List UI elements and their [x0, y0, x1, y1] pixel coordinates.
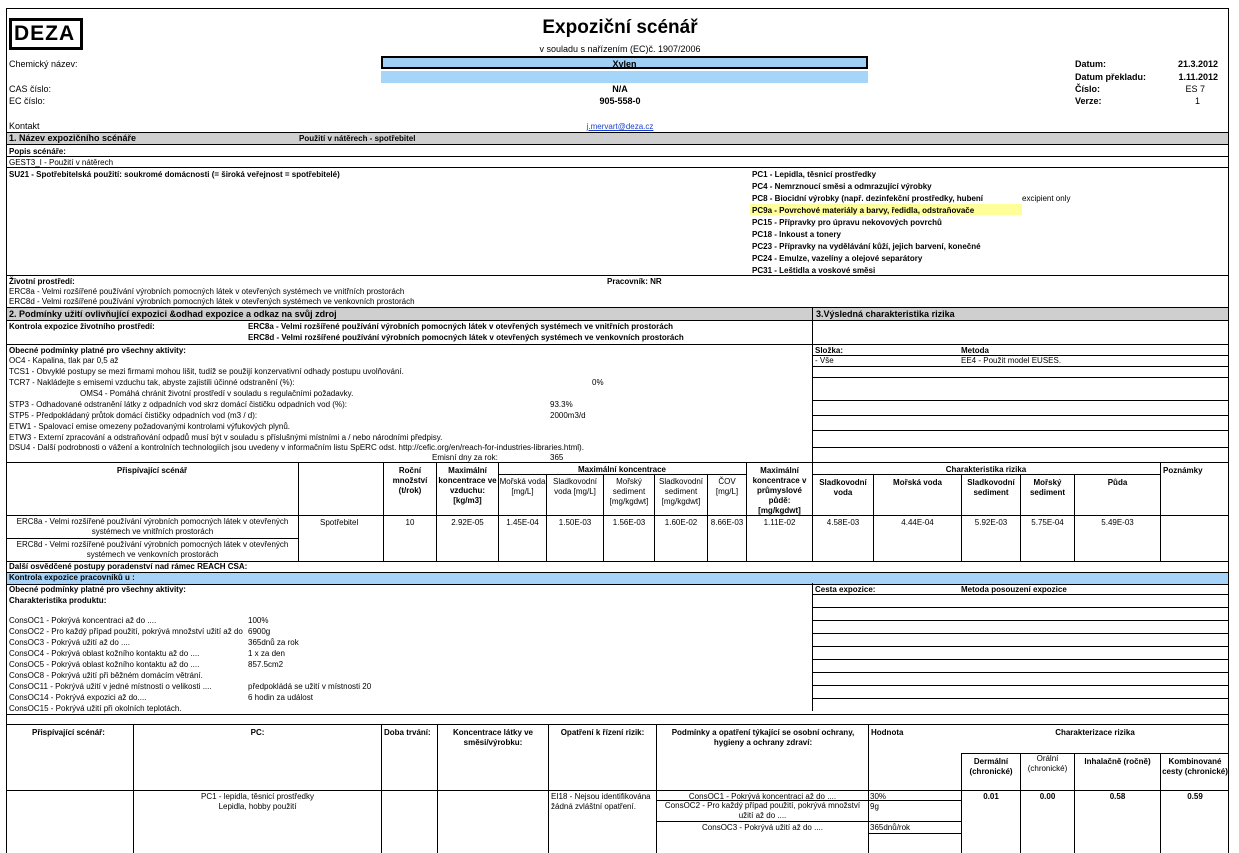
divider: [812, 430, 1229, 431]
translation-date-label: Datum překladu:: [1075, 72, 1147, 82]
env-control-1: ERC8a - Velmi rozšířené používání výrobních pomocných látek v otevřených systémech ve vnitřních prostorách: [248, 322, 674, 331]
gest-text: GEST3_I - Použití v nátěrech: [9, 158, 114, 167]
section3-title: 3.Výsledná charakteristika rizika: [816, 309, 955, 319]
erc8d-text: ERC8d - Velmi rozšířené používání výrobních pomocných látek v otevřených systémech ve venkovních prostorách: [9, 297, 415, 306]
section1-header: [6, 132, 1229, 145]
consoc-key: ConsOC5 - Pokrývá oblast kožního kontaktu až do ....: [9, 660, 200, 669]
chemical-name-label: Chemický název:: [9, 59, 78, 69]
consoc-value: 100%: [248, 616, 269, 625]
route-label: Cesta expozice:: [815, 585, 876, 594]
divider: [6, 714, 1229, 715]
divider: [812, 366, 1229, 367]
condition-etw1: ETW1 - Spalovací emise omezeny požadovanými kontrolami výfukových plynů.: [9, 422, 291, 431]
condition-stp3: STP3 - Odhadované odstranění látky z odpadních vod skrz domácí čističku odpadních vod (%):: [9, 400, 347, 409]
su21-text: SU21 - Spotřebitelská použití: soukromé domácnosti (= široká veřejnost = spotřebitelé): [9, 170, 340, 179]
env-control-2: ERC8d - Velmi rozšířené používání výrobních pomocných látek v otevřených systémech ve venkovních prostorách: [248, 333, 684, 342]
divider: [812, 685, 1229, 686]
stp5-value: 2000m3/d: [550, 411, 586, 420]
divider: [6, 515, 1229, 516]
worker-label: Pracovník: NR: [607, 277, 662, 286]
divider: [812, 400, 1229, 401]
col-notes: Poznámky: [1163, 466, 1203, 475]
reach-csa-label: Další osvědčené postupy poradenství nad rámec REACH CSA:: [9, 562, 248, 571]
divider: [498, 474, 746, 475]
date-label: Datum:: [1075, 59, 1106, 69]
consoc-key: ConsOC1 - Pokrývá koncentraci až do ....: [9, 616, 157, 625]
divider: [961, 753, 1229, 754]
scenario-description-label: Popis scénáře:: [9, 147, 66, 156]
wt-col-rmm: Opatření k řízení rizik:: [560, 728, 645, 737]
divider: [812, 698, 1229, 699]
wt-col-duration: Doba trvání:: [384, 728, 431, 737]
condition-tcr7: TCR7 - Nakládejte s emisemi vzduchu tak, abyste zajistili účinné odstranění (%):: [9, 378, 295, 387]
consoc-key: ConsOC14 - Pokrývá expozici až do....: [9, 693, 147, 702]
pc-item: PC31 - Leštidla a voskové směsi: [752, 266, 876, 275]
col-stp: ČOV [mg/L]: [715, 477, 739, 496]
env-row2-scenario: ERC8d - Velmi rozšířené používání výrobních pomocných látek v otevřených systémech ve venkovních prostorách: [16, 540, 289, 559]
consoc-value: předpokládá se užití v místnosti 20: [248, 682, 372, 691]
env-control-label: Kontrola expozice životního prostředí:: [9, 322, 155, 331]
pc-item: PC15 - Přípravky pro úpravu nekovových povrchů: [752, 218, 942, 227]
divider: [6, 344, 1229, 345]
condition-oms4: OMS4 - Pomáhá chránit životní prostředí v souladu s regulačními požadavky.: [80, 389, 354, 398]
pc-item: PC18 - Inkoust a tonery: [752, 230, 841, 239]
wt-col-value: Hodnota: [871, 728, 904, 737]
divider: [381, 724, 382, 853]
risk-fresh-water: Sladkovodní voda: [819, 478, 867, 497]
number-label: Číslo:: [1075, 84, 1101, 94]
consoc-value: 6 hodin za událost: [248, 693, 313, 702]
divider: [133, 724, 134, 853]
ec-value: 905-558-0: [599, 96, 641, 106]
wt-cond-key: ConsOC1 - Pokrývá koncentraci až do ....: [688, 792, 837, 801]
wt-row-risk-inhal: 0.58: [1109, 792, 1126, 801]
divider: [812, 633, 1229, 634]
condition-etw3: ETW3 - Externí zpracování a odstraňování odpadů musí být v souladu s příslušnými místními a / nebo národními předpisy.: [9, 433, 443, 442]
pc8-note: excipient only: [1022, 194, 1071, 203]
chemical-name-value: Xylen: [381, 56, 868, 69]
environment-label: Životní prostředí:: [9, 277, 75, 286]
divider: [656, 821, 961, 822]
divider: [812, 377, 1229, 378]
version-label: Verze:: [1075, 96, 1102, 106]
pc-item: PC8 - Biocidní výrobky (např. dezinfekční prostředky, hubení: [752, 194, 984, 203]
divider: [812, 607, 1229, 608]
emission-days-label: Emisní dny za rok:: [432, 453, 498, 462]
divider: [6, 724, 7, 853]
risk-fresh-sediment: Sladkovodní sediment: [967, 478, 1015, 497]
col-marine-water: Mořská voda [mg/L]: [499, 477, 546, 496]
divider: [437, 724, 438, 853]
divider: [812, 462, 813, 561]
divider: [6, 790, 1229, 791]
pc-item: PC9a - Povrchové materiály a barvy, ředidla, odstraňovače: [752, 206, 975, 215]
translation-date-value: 1.11.2012: [1178, 72, 1218, 82]
cas-label: CAS číslo:: [9, 84, 52, 94]
env-row1-risk-mw: 4.44E-04: [901, 518, 934, 527]
wt-risk-combined: Kombinované cesty (chronické): [1162, 757, 1228, 776]
divider: [6, 462, 1229, 463]
consoc-value: 365dnů za rok: [248, 638, 299, 647]
pc-item: PC24 - Emulze, vazelíny a olejové separátory: [752, 254, 923, 263]
wt-risk-inhal: Inhalačně (ročně): [1084, 757, 1151, 766]
wt-col-scenario: Přispívající scénář:: [32, 728, 105, 737]
consoc-key: ConsOC8 - Pokrývá užití při běžném domácím větrání.: [9, 671, 203, 680]
section2-title: 2. Podmínky užití ovlivňující expozici &odhad expozice a odkaz na svůj zdroj: [9, 309, 337, 319]
col-air-conc: Maximální koncentrace ve vzduchu: [kg/m3]: [438, 466, 497, 505]
divider: [812, 415, 1229, 416]
contact-email-link[interactable]: j.mervart@deza.cz: [586, 122, 654, 131]
ec-label: EC číslo:: [9, 96, 46, 106]
wt-row-rmm: EI18 - Nejsou identifikována žádná zvláštní opatření.: [551, 792, 651, 811]
divider: [6, 724, 1229, 725]
divider: [812, 307, 813, 344]
env-row1-risk-fw: 4.58E-03: [826, 518, 860, 527]
divider: [6, 156, 1229, 157]
wt-row-risk-oral: 0.00: [1039, 792, 1056, 801]
env-row1-marine-water: 1.45E-04: [506, 518, 539, 527]
divider: [812, 344, 813, 462]
divider: [812, 646, 1229, 647]
divider: [812, 594, 1229, 595]
page-subtitle: v souladu s nařízením (EC)č. 1907/2006: [539, 44, 701, 54]
group-max-conc: Maximální koncentrace: [577, 465, 667, 474]
consoc-key: ConsOC2 - Pro každý případ použití, pokrývá množství užití až do: [9, 627, 243, 636]
assessment-method-label: Metoda posouzení expozice: [961, 585, 1067, 594]
divider: [812, 672, 1229, 673]
divider: [6, 538, 298, 539]
col-annual-amount: Roční množství (t/rok): [392, 466, 428, 495]
wt-cond-value: 365dnů/rok: [870, 823, 911, 832]
contact-label: Kontakt: [9, 121, 40, 131]
wt-col-pc: PC:: [250, 728, 265, 737]
wt-cond-value: 30%: [870, 792, 887, 801]
wt-row-risk-dermal: 0.01: [983, 792, 999, 801]
divider: [812, 620, 1229, 621]
component-value: - Vše: [815, 356, 834, 365]
wt-risk-oral: Orální (chronické): [1027, 754, 1068, 773]
divider: [548, 724, 549, 853]
version-value: 1: [1194, 96, 1200, 106]
wt-row-risk-combined: 0.59: [1187, 792, 1203, 801]
condition-stp5: STP5 - Předpokládaný průtok domácí čističky odpadních vod (m3 / d):: [9, 411, 258, 420]
wt-col-concentration: Koncentrace látky ve směsi/výrobku:: [452, 728, 534, 747]
general-conditions-label: Obecné podmínky platné pro všechny aktivity:: [9, 346, 186, 355]
env-row1-fresh-water: 1.50E-03: [558, 518, 592, 527]
env-row1-fresh-sed: 1.60E-02: [664, 518, 698, 527]
consoc-key: ConsOC15 - Pokrývá užití při okolních teplotách.: [9, 704, 182, 713]
worker-header: [6, 572, 1229, 585]
wt-cond-value: 9g: [870, 802, 879, 811]
env-row1-marine-sed: 1.56E-03: [612, 518, 646, 527]
divider: [6, 167, 1229, 168]
section1-title: 1. Název expozičního scénáře: [9, 133, 137, 143]
col-soil-conc: Maximální koncentrace v průmyslové půdě: [mg/kgdwt]: [752, 466, 807, 515]
col-marine-sediment: Mořský sediment [mg/kgdwt]: [609, 477, 649, 506]
env-row1-actor: Spotřebitel: [320, 518, 359, 527]
consoc-value: 857.5cm2: [248, 660, 284, 669]
consoc-key: ConsOC3 - Pokrývá užití až do ....: [9, 638, 130, 647]
worker-general-label: Obecné podmínky platné pro všechny aktivity:: [9, 585, 186, 594]
component-label: Složka:: [815, 346, 844, 355]
consoc-value: 1 x za den: [248, 649, 285, 658]
wt-risk-dermal: Dermální (chronické): [969, 757, 1013, 776]
env-row1-scenario: ERC8a - Velmi rozšířené používání výrobních pomocných látek v otevřených systémech ve vnitřních prostorách: [16, 517, 289, 536]
col-scenario: Přispívající scénář: [116, 466, 188, 475]
pc-item: PC23 - Přípravky na vydělávání kůží, jejich barvení, konečné: [752, 242, 981, 251]
deza-logo: DEZA: [9, 18, 83, 50]
risk-marine-sediment: Mořský sediment: [1029, 478, 1066, 497]
condition-tcs1: TCS1 - Obvyklé postupy se mezi firmami mohou lišit, tudíž se použijí konzervativní odhady postupu uvolňování.: [9, 367, 404, 376]
risk-soil: Půda: [1107, 478, 1128, 487]
divider: [298, 462, 299, 561]
env-row1-amount: 10: [405, 518, 415, 527]
group-risk: Charakteristika rizika: [945, 465, 1027, 474]
method-label: Metoda: [961, 346, 989, 355]
erc8a-text: ERC8a - Velmi rozšířené používání výrobních pomocných látek v otevřených systémech ve vnitřních prostorách: [9, 287, 405, 296]
env-row1-risk-fs: 5.92E-03: [974, 518, 1008, 527]
consoc-key: ConsOC4 - Pokrývá oblast kožního kontaktu až do ....: [9, 649, 200, 658]
env-row1-stp: 8.66E-03: [710, 518, 744, 527]
consoc-value: 6900g: [248, 627, 271, 636]
emission-days-value: 365: [550, 453, 564, 462]
section1-use: Použití v nátěrech - spotřebitel: [299, 134, 416, 143]
divider: [868, 833, 961, 834]
section2-header: [6, 307, 1229, 321]
pc-item: PC4 - Nemrznoucí směsi a odmrazující výrobky: [752, 182, 932, 191]
wt-cond-key: ConsOC2 - Pro každý případ použití, pokrývá množství užití až do ....: [664, 801, 861, 820]
divider: [6, 275, 1229, 276]
env-row1-air: 2.92E-05: [451, 518, 484, 527]
product-char-label: Charakteristika produktu:: [9, 596, 107, 605]
env-row1-soil: 1.11E-02: [763, 518, 796, 527]
condition-dsu4: DSU4 - Další podrobnosti o vážení a kontrolních technologiích jsou uvedeny v informačním listu SpERC odst. http://cefic.org/en/reach-for-industries-libraries.html).: [9, 443, 584, 452]
wt-cond-key: ConsOC3 - Pokrývá užití až do ....: [702, 823, 823, 832]
method-value: EE4 - Použit model EUSES.: [961, 356, 1062, 365]
env-row1-risk-soil: 5.49E-03: [1101, 518, 1134, 527]
worker-title: Kontrola expozice pracovníků u :: [9, 573, 135, 582]
pc-item: PC1 - Lepidla, těsnicí prostředky: [752, 170, 877, 179]
stp3-value: 93.3%: [550, 400, 573, 409]
tcr7-value: 0%: [592, 378, 604, 387]
divider: [1160, 462, 1161, 561]
divider: [812, 583, 813, 711]
col-fresh-water: Sladkovodní voda [mg/L]: [552, 477, 598, 496]
page-title: Expoziční scénář: [542, 17, 698, 38]
col-fresh-sediment: Sladkovodní sediment [mg/kgdwt]: [658, 477, 704, 506]
risk-marine-water: Mořská voda: [893, 478, 942, 487]
divider: [656, 724, 657, 853]
divider: [812, 447, 1229, 448]
divider: [1074, 753, 1075, 853]
wt-row-pc: PC1 - lepidla, těsnicí prostředky: [201, 792, 314, 801]
condition-oc4: OC4 - Kapalina, tlak par 0,5 až: [9, 356, 119, 365]
date-value: 21.3.2012: [1177, 59, 1218, 69]
divider: [812, 474, 1160, 475]
consoc-key: ConsOC11 - Pokrývá užití v jedné místnosti o velikosti ....: [9, 682, 212, 691]
wt-col-conditions: Podmínky a opatření týkající se osobní ochrany, hygieny a ochrany zdraví:: [671, 728, 855, 747]
env-row1-risk-ms: 5.75E-04: [1031, 518, 1064, 527]
chemical-name-band: [381, 71, 868, 83]
divider: [812, 659, 1229, 660]
wt-group-risk: Charakterizace rizika: [1055, 728, 1135, 737]
wt-row-pc-desc: Lepidla, hobby použití: [218, 802, 297, 811]
cas-value: N/A: [612, 84, 628, 94]
number-value: ES 7: [1185, 84, 1205, 94]
